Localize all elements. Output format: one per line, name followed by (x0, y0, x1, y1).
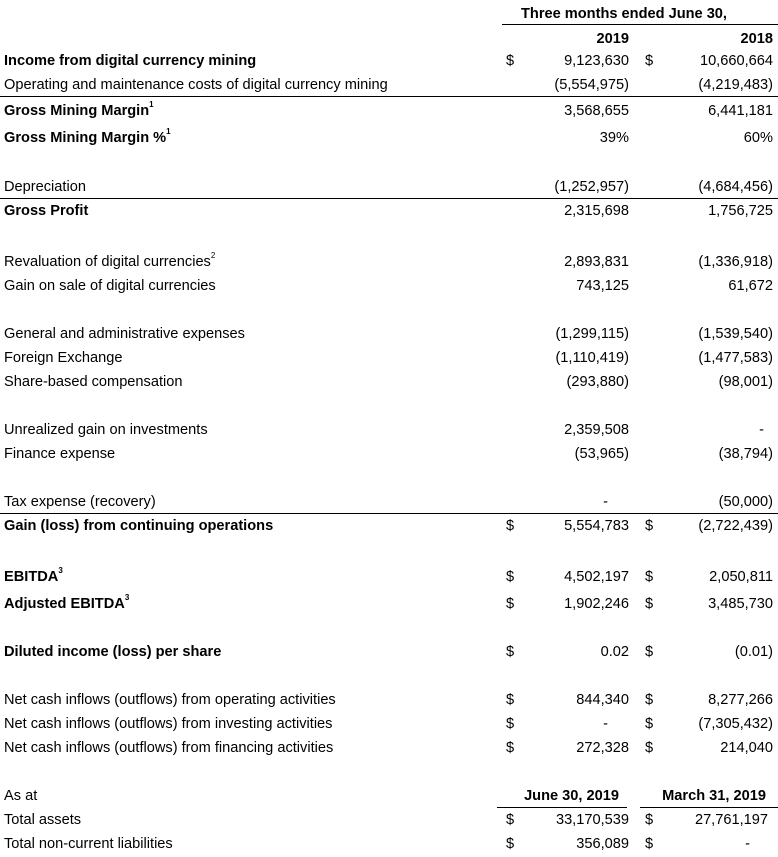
currency-symbol: $ (644, 644, 654, 660)
row-label: EBITDA$^3$ (4, 566, 63, 585)
value-june-2019: 33,170,539 (555, 812, 629, 828)
value-2018: (7,305,432) (698, 716, 773, 732)
value-2018: - (759, 422, 764, 438)
currency-symbol: $ (505, 518, 515, 534)
currency-symbol: $ (505, 596, 515, 612)
row-gross-profit (0, 201, 778, 221)
row-depreciation (0, 177, 778, 197)
row-label: Total assets (4, 812, 82, 828)
row-as-at (0, 786, 778, 806)
header-underline (502, 24, 778, 25)
currency-symbol: $ (505, 812, 515, 828)
value-june-2019: 356,089 (576, 836, 629, 852)
row-g-and-a (0, 324, 778, 344)
row-label: Net cash inflows (outflows) from financing activities (4, 740, 334, 756)
value-2019: (1,110,419) (555, 350, 629, 366)
value-2018: (38,794) (718, 446, 773, 462)
value-2019: 5,554,783 (564, 518, 629, 534)
row-adjusted-ebitda (0, 594, 778, 614)
value-2018: 61,672 (728, 278, 773, 294)
value-2019: (53,965) (574, 446, 629, 462)
row-income-mining (0, 51, 778, 71)
value-2018: 6,441,181 (708, 103, 773, 119)
as-at-label: As at (4, 788, 38, 804)
value-2019: 2,893,831 (564, 254, 629, 270)
currency-symbol: $ (644, 836, 654, 852)
header-year-row (0, 29, 778, 49)
row-label: Diluted income (loss) per share (4, 644, 222, 660)
row-tax-expense (0, 492, 778, 512)
currency-symbol: $ (644, 596, 654, 612)
value-2018: 2,050,811 (709, 569, 773, 585)
value-2018: 10,660,664 (699, 53, 773, 69)
row-cf-operating (0, 690, 778, 710)
currency-symbol: $ (505, 644, 515, 660)
row-label: Unrealized gain on investments (4, 422, 208, 438)
date-heading-2: March 31, 2019 (662, 788, 766, 804)
date-underline-1 (497, 807, 627, 808)
value-2018: (4,684,456) (698, 179, 773, 195)
value-2018: (1,477,583) (698, 350, 773, 366)
row-label: Gain on sale of digital currencies (4, 278, 216, 294)
footnote-marker: 3 (124, 593, 130, 603)
value-2018: 3,485,730 (708, 596, 773, 612)
row-ebitda (0, 567, 778, 587)
value-2019: 9,123,630 (564, 53, 629, 69)
row-label: Income from digital currency mining (4, 53, 257, 69)
value-2018: (4,219,483) (698, 77, 773, 93)
value-march-2019: 27,761,197 (694, 812, 768, 828)
currency-symbol: $ (505, 740, 515, 756)
value-2018: (1,539,540) (698, 326, 773, 342)
value-2019: 3,568,655 (564, 103, 629, 119)
row-gain-loss-continuing (0, 516, 778, 536)
currency-symbol: $ (644, 740, 654, 756)
value-2019: (293,880) (566, 374, 629, 390)
row-label: Gain (loss) from continuing operations (4, 518, 274, 534)
row-label: Gross Mining Margin %$^1$ (4, 127, 171, 146)
currency-symbol: $ (505, 569, 515, 585)
row-label: Tax expense (recovery) (4, 494, 156, 510)
value-2018: 1,756,725 (708, 203, 773, 219)
row-label: Adjusted EBITDA$^3$ (4, 593, 130, 612)
row-gross-mining-margin-pct (0, 128, 778, 148)
row-label: Finance expense (4, 446, 116, 462)
value-2019: (1,252,957) (554, 179, 629, 195)
value-2018: (1,336,918) (698, 254, 773, 270)
row-label: Gross Mining Margin$^1$ (4, 100, 154, 119)
row-share-based-comp (0, 372, 778, 392)
currency-symbol: $ (505, 53, 515, 69)
year-2019-heading: 2019 (596, 31, 629, 47)
row-label: General and administrative expenses (4, 326, 245, 342)
value-2019: 1,902,246 (564, 596, 629, 612)
row-label: Net cash inflows (outflows) from operating activities (4, 692, 336, 708)
currency-symbol: $ (644, 812, 654, 828)
value-2018: 214,040 (720, 740, 773, 756)
value-2019: 39% (599, 130, 629, 146)
row-label: Foreign Exchange (4, 350, 123, 366)
currency-symbol: $ (505, 692, 515, 708)
date-heading-1: June 30, 2019 (524, 788, 619, 804)
row-label: Gross Profit (4, 203, 89, 219)
footnote-marker: 1 (149, 100, 154, 110)
date-underline-2 (640, 807, 778, 808)
value-2019: 2,359,508 (564, 422, 629, 438)
value-2018: (2,722,439) (698, 518, 773, 534)
row-cf-investing (0, 714, 778, 734)
value-2019: 743,125 (576, 278, 629, 294)
value-2019: 0.02 (600, 644, 629, 660)
row-total-assets (0, 810, 778, 830)
value-2018: (98,001) (718, 374, 773, 390)
currency-symbol: $ (644, 53, 654, 69)
value-2019: 272,328 (576, 740, 629, 756)
value-2019: 844,340 (576, 692, 629, 708)
header-period-row (0, 4, 778, 24)
value-2019: - (603, 716, 608, 732)
row-label: Operating and maintenance costs of digital currency mining (4, 77, 388, 93)
footnote-marker: 3 (58, 566, 63, 576)
row-label: Share-based compensation (4, 374, 183, 390)
value-2018: 60% (743, 130, 773, 146)
value-2019: 2,315,698 (564, 203, 629, 219)
currency-symbol: $ (505, 836, 515, 852)
value-2019: (1,299,115) (555, 326, 629, 342)
divider (0, 96, 778, 97)
row-opex-mining (0, 75, 778, 95)
value-2018: (0.01) (734, 644, 773, 660)
value-2019: (5,554,975) (554, 77, 629, 93)
currency-symbol: $ (644, 518, 654, 534)
row-label: Revaluation of digital currencies$^2$ (4, 251, 216, 270)
row-unrealized-gain (0, 420, 778, 440)
row-revaluation (0, 252, 778, 272)
divider (0, 513, 778, 514)
value-2018: (50,000) (718, 494, 773, 510)
period-title: Three months ended June 30, (521, 6, 727, 22)
footnote-marker: 2 (210, 251, 216, 261)
row-label: Depreciation (4, 179, 86, 195)
row-non-current-liabilities (0, 834, 778, 854)
footnote-marker: 1 (166, 127, 171, 137)
currency-symbol: $ (644, 716, 654, 732)
row-label: Total non-current liabilities (4, 836, 173, 852)
value-march-2019: - (745, 836, 750, 852)
row-diluted-eps (0, 642, 778, 662)
value-2018: 8,277,266 (708, 692, 773, 708)
currency-symbol: $ (644, 569, 654, 585)
row-finance-expense (0, 444, 778, 464)
value-2019: - (603, 494, 608, 510)
row-foreign-exchange (0, 348, 778, 368)
divider (0, 198, 778, 199)
row-gain-on-sale (0, 276, 778, 296)
row-gross-mining-margin (0, 101, 778, 121)
currency-symbol: $ (505, 716, 515, 732)
row-cf-financing (0, 738, 778, 758)
currency-symbol: $ (644, 692, 654, 708)
row-label: Net cash inflows (outflows) from investing activities (4, 716, 333, 732)
year-2018-heading: 2018 (740, 31, 773, 47)
value-2019: 4,502,197 (564, 569, 629, 585)
